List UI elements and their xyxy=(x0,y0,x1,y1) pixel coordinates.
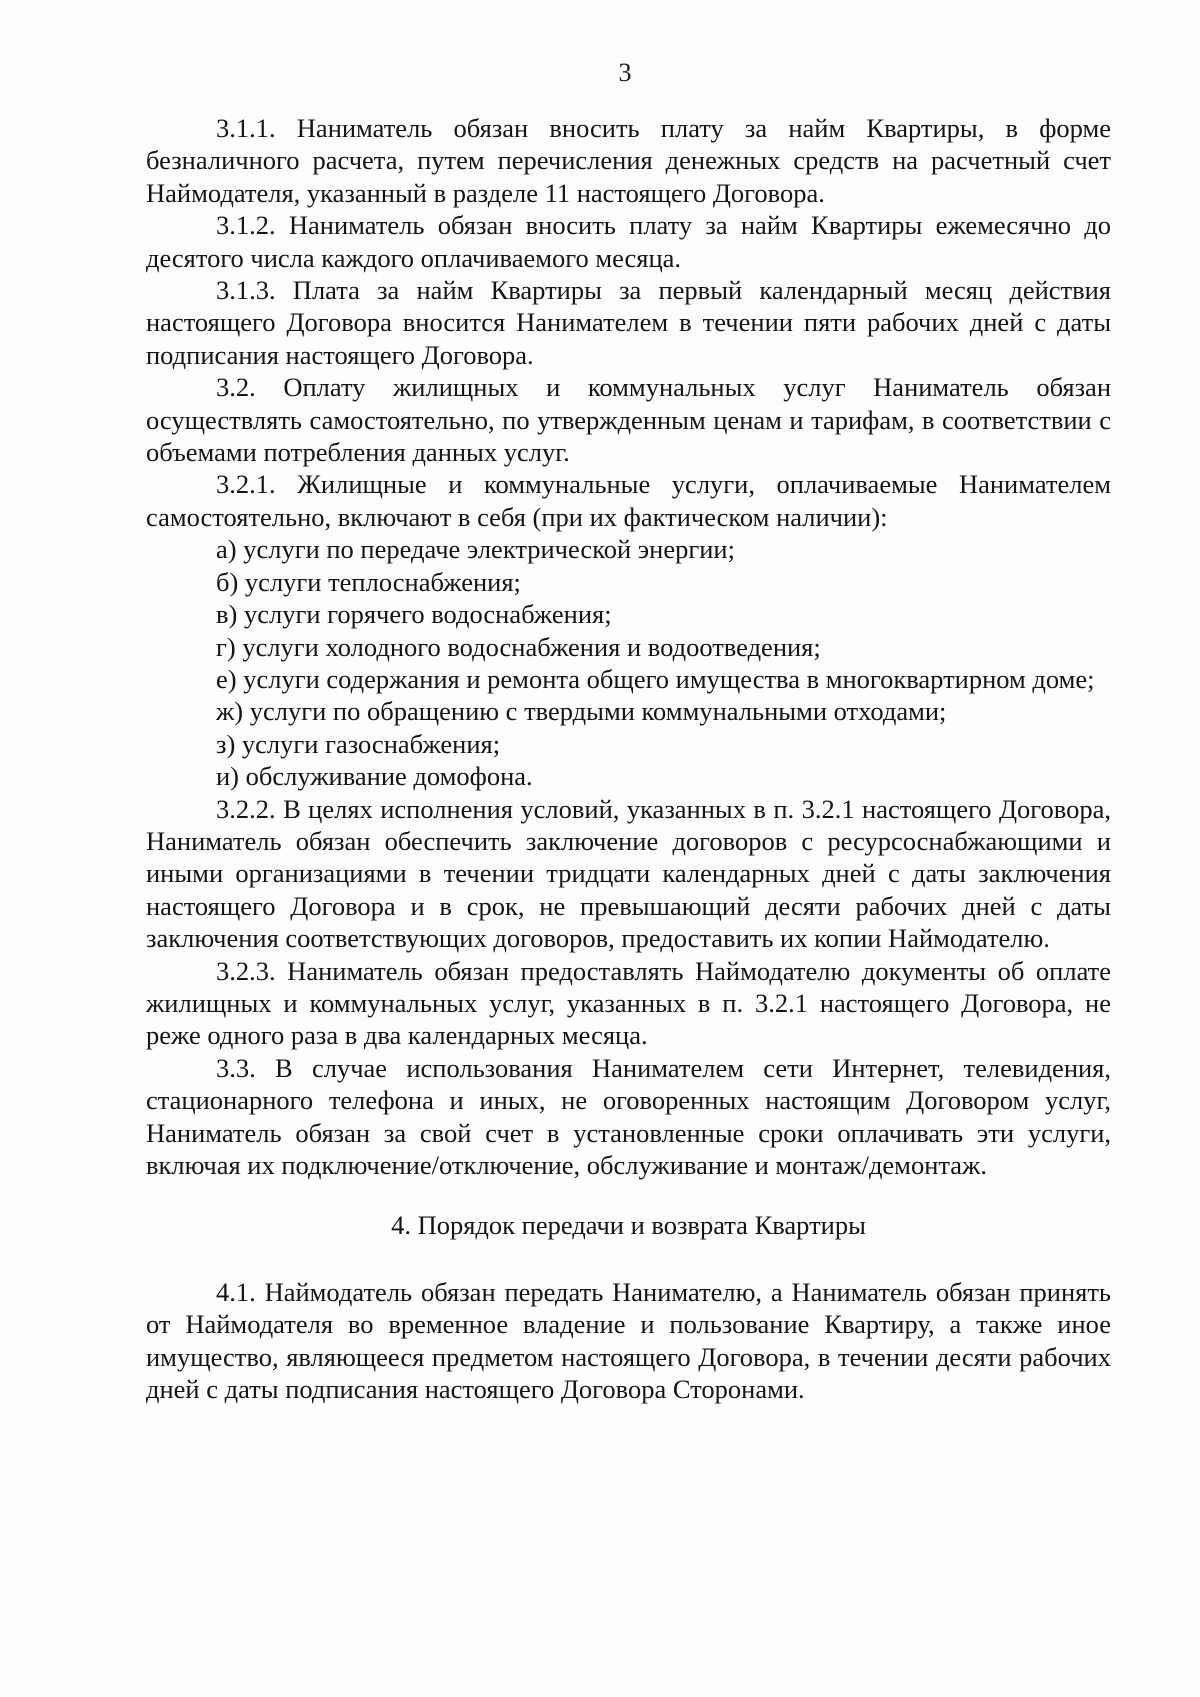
document-body xyxy=(146,112,1111,1405)
paragraph-4-1: 4.1. Наймодатель обязан передать Нанимателю, а Наниматель обязан принять от Наймодателя во временное владение и пользование Квартиру, а также иное имущество, являющееся предметом настоящего Договора, в течении десяти рабочих дней с даты подписания настоящего Договора Сторонами. xyxy=(146,1276,1111,1405)
list-item-v: в) услуги горячего водоснабжения; xyxy=(216,599,612,630)
paragraph-3-2: 3.2. Оплату жилищных и коммунальных услуг Наниматель обязан осуществлять самостоятельно, по утвержденным ценам и тарифам, в соответствии с объемами потребления данных услуг. xyxy=(146,372,1111,468)
list-item-g: г) услуги холодного водоснабжения и водоотведения; xyxy=(216,631,821,662)
list-item-b: б) услуги теплоснабжения; xyxy=(216,566,521,597)
section-heading: 4. Порядок передачи и возврата Квартиры xyxy=(391,1210,866,1241)
paragraph-3-1-1: 3.1.1. Наниматель обязан вносить плату за найм Квартиры, в форме безналичного расчета, путем перечисления денежных средств на расчетный счет Наймодателя, указанный в разделе 11 настоящего Договора. xyxy=(146,113,1111,208)
list-item-z: з) услуги газоснабжения; xyxy=(216,728,501,759)
paragraph-3-1-3: 3.1.3. Плата за найм Квартиры за первый календарный месяц действия настоящего Договора вносится Нанимателем в течении пяти рабочих дней с даты подписания настоящего Договора. xyxy=(146,275,1111,370)
page-number: 3 xyxy=(618,58,632,87)
list-item-a: а) услуги по передаче электрической энергии; xyxy=(216,534,735,565)
paragraph-3-2-2: 3.2.2. В целях исполнения условий, указанных в п. 3.2.1 настоящего Договора, Наниматель обязан обеспечить заключение договоров с ресурсоснабжающими и иными организациями в течении тридцати календарных дней с даты заключения настоящего Договора и в срок, не превышающий десяти рабочих дней с даты заключения соответствующих договоров, предоставить их копии Наймодателю. xyxy=(146,793,1111,954)
list-item-e: е) услуги содержания и ремонта общего имущества в многоквартирном доме; xyxy=(216,663,1095,694)
list-item-zh: ж) услуги по обращению с твердыми коммунальными отходами; xyxy=(216,696,947,727)
list-item-i: и) обслуживание домофона. xyxy=(216,761,533,792)
paragraph-3-2-1: 3.2.1. Жилищные и коммунальные услуги, оплачиваемые Нанимателем самостоятельно, включают в себя (при их фактическом наличии): xyxy=(146,469,1111,532)
paragraph-3-2-3: 3.2.3. Наниматель обязан предоставлять Наймодателю документы об оплате жилищных и коммунальных услуг, указанных в п. 3.2.1 настоящего Договора, не реже одного раза в два календарных месяца. xyxy=(146,955,1111,1051)
paragraph-3-3: 3.3. В случае использования Нанимателем сети Интернет, телевидения, стационарного телефона и иных, не оговоренных настоящим Договором услуг, Наниматель обязан за свой счет в установленные сроки оплачивать эти услуги, включая их подключение/отключение, обслуживание и монтаж/демонтаж. xyxy=(146,1052,1111,1180)
paragraph-3-1-2: 3.1.2. Наниматель обязан вносить плату за найм Квартиры ежемесячно до десятого числа каждого оплачиваемого месяца. xyxy=(146,210,1111,273)
